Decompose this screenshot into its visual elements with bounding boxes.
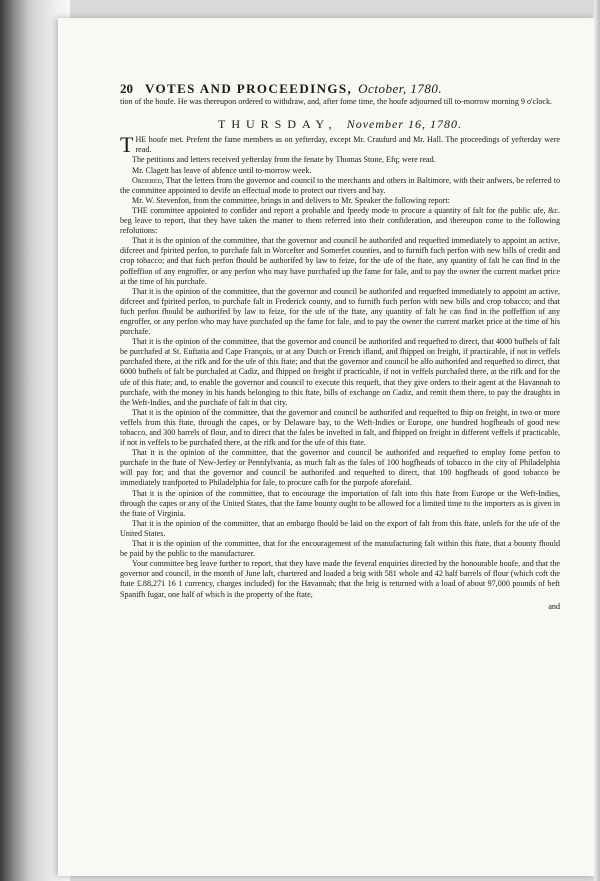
day-heading — [120, 117, 560, 132]
page-content — [120, 81, 561, 612]
paragraph-text: That the letters from the governor and council to the merchants and others in Baltimore, with their anfwers, be referred to the committee appointed to devife an effectual mode to protect our rivers and bay. — [120, 175, 560, 195]
running-date: October, 1780. — [358, 81, 443, 96]
paragraph: Mr. Clagett has leave of abfence until to-morrow week. — [132, 165, 312, 175]
paragraph: That it is the opinion of the committee, that the governor and council be authorifed and requefted immediately to appoint an active, difcreet and fpirited perfon, to purchafe falt in Worcefter and Somerfet counties, and to furnifh fuch perfon with new bills of credit and crop tobacco; and that fuch perfon fhould be authorifed by law to feize, for the ufe of the ftate, any quantity of falt he can find in the poffeffion of any engroffer, or any perfon who may have purchafed up the fame for fale, and to pay the owner the current market price at the time of his purchafe. — [120, 236, 560, 286]
paragraph: That it is the opinion of the committee, that to encourage the importation of falt into this ftate from Europe or the Weft-Indies, through the capes or any of the United States, that the fame bounty ought to be allowed for a limited time to the importers as is given in the ftate of Virginia. — [120, 488, 560, 518]
intro-text: tion of the houfe. He was thereupon ordered to withdraw, and, after fome time, the houfe adjourned till to-morrow morning 9 o'clock. — [120, 97, 553, 107]
paragraph-text: committee appointed to confider and report a probable and fpeedy mode to procure a quantity of falt for the public ufe, &c. beg leave to report, that they have taken the matter to them referred into their confideration, and thereupon come to the following refolutions: — [120, 205, 561, 236]
day-heading-day: THURSDAY, — [217, 117, 338, 132]
paragraph — [120, 206, 560, 236]
page-edge — [594, 0, 600, 881]
paragraph: Your committee beg leave further to report, that they have made the feveral enquiries directed by the honourable houfe, and that the governor and council, in the month of June laft, chartered and loaded a brig with 581 whole and 42 half barrels of flour (which coft the ftate £.88,271 16 1 currency, charges included) for the Havannah; that the brig is returned with a load of about 97,000 pounds of beft Spanifh fugar, one half of which is the property of the ftate, — [120, 559, 560, 599]
paragraph-lead: THE — [132, 205, 148, 215]
paragraph: That it is the opinion of the committee, that for the encouragement of the manufacturing falt within this ftate, that a bounty fhould be paid by the public to the manufacturer. — [120, 539, 560, 559]
running-title: VOTES AND PROCEEDINGS, — [145, 81, 353, 96]
drop-cap: T — [120, 132, 134, 158]
paragraph: That it is the opinion of the committee, that the governor and council be authorifed and requefted to fhip on freight, in two or more veffels from this ftate, through the capes, or by Delaware bay, to the Weft-Indies or Europe, one hundred hogfheads of good new tobacco, and 300 barrels of flour, and to direct that the fales be invefted in falt, and fhipped on freight in different veffels if practicable, if not in veffels to be purchafed there, at the rifk and for the ufe of this ftate. — [120, 407, 560, 448]
paragraph: That it is the opinion of the committee, that the governor and council be authorifed and requefted immediately to appoint an active, difcreet and fpirited perfon, to purchafe falt in Frederick county, and to furnifh fuch perfon with new bills and crop tobacco; and that fuch perfon fhould be authorifed by law to feize, for the ufe of the ftate, any quantity of falt he can find in the poffeffion of any engroffer, or any perfon who may have purchafed up the fame for fale, and to pay the owner the current market price at the time of his purchafe. — [120, 286, 560, 337]
paragraph: That it is the opinion of the committee, that the governor and council be authorifed and requefted to direct, that 4000 bufhels of falt be purchafed at St. Euftatia and Cape François, or at any Dutch or French ifland, and fhipped on freight, if practicable, if not in veffels purchafed there, at the rifk and for the ufe of this ftate; and that the governor and council be alfo authorifed and requefted to direct, that 6000 bufhels of falt be purchafed at Cadiz, and fhipped on freight if practicable, if not in veffels purchafed there, at the rifk and for the ufe of this ftate; and, to enable the governor and council to execute this requeft, that they give orders to their agent at the Havannah to purchafe, with the money in his hands belonging to this ftate, bills of exchange on Cadiz, and remit them there, to pay the draughts in the Weft-Indies, and the purchafe of falt in that city. — [120, 337, 560, 407]
running-header — [120, 81, 560, 96]
paragraph: Mr. W. Stevenfon, from the committee, brings in and delivers to Mr. Speaker the following report: — [132, 195, 450, 205]
paragraph: That it is the opinion of the committee, that an embargo fhould be laid on the export of falt from this ftate, unlefs for the ufe of the United States. — [120, 518, 560, 538]
catchword: and — [548, 601, 560, 611]
paragraph — [120, 132, 560, 158]
paragraph — [120, 176, 560, 196]
paragraph: That it is the opinion of the committee, that the governor and council be authorifed and requefted to employ fome perfon to purchafe in the ftate of New-Jerfey or Pennfylvania, as much falt as the fales of 100 hogfheads of tobacco in the city of Philadelphia will pay for; and that the governor and council be authorifed and requefted to direct, that 100 hogfheads of good tobacco be immediately tranfported to Philadelphia for fale, to procure cafh for the purpofe aforefaid. — [120, 448, 560, 488]
paragraph-lead: Ordered, — [132, 175, 164, 185]
paragraph-text: HE houfe met. Prefent the fame members as on yefterday, except Mr. Craufurd and Mr. Hall. The proceedings of yefterday were read. — [135, 135, 560, 155]
page-number: 20 — [120, 81, 133, 96]
paragraph: The petitions and letters received yefterday from the fenate by Thomas Stone, Efq; were read. — [132, 155, 436, 165]
day-heading-date: November 16, 1780. — [346, 117, 463, 132]
